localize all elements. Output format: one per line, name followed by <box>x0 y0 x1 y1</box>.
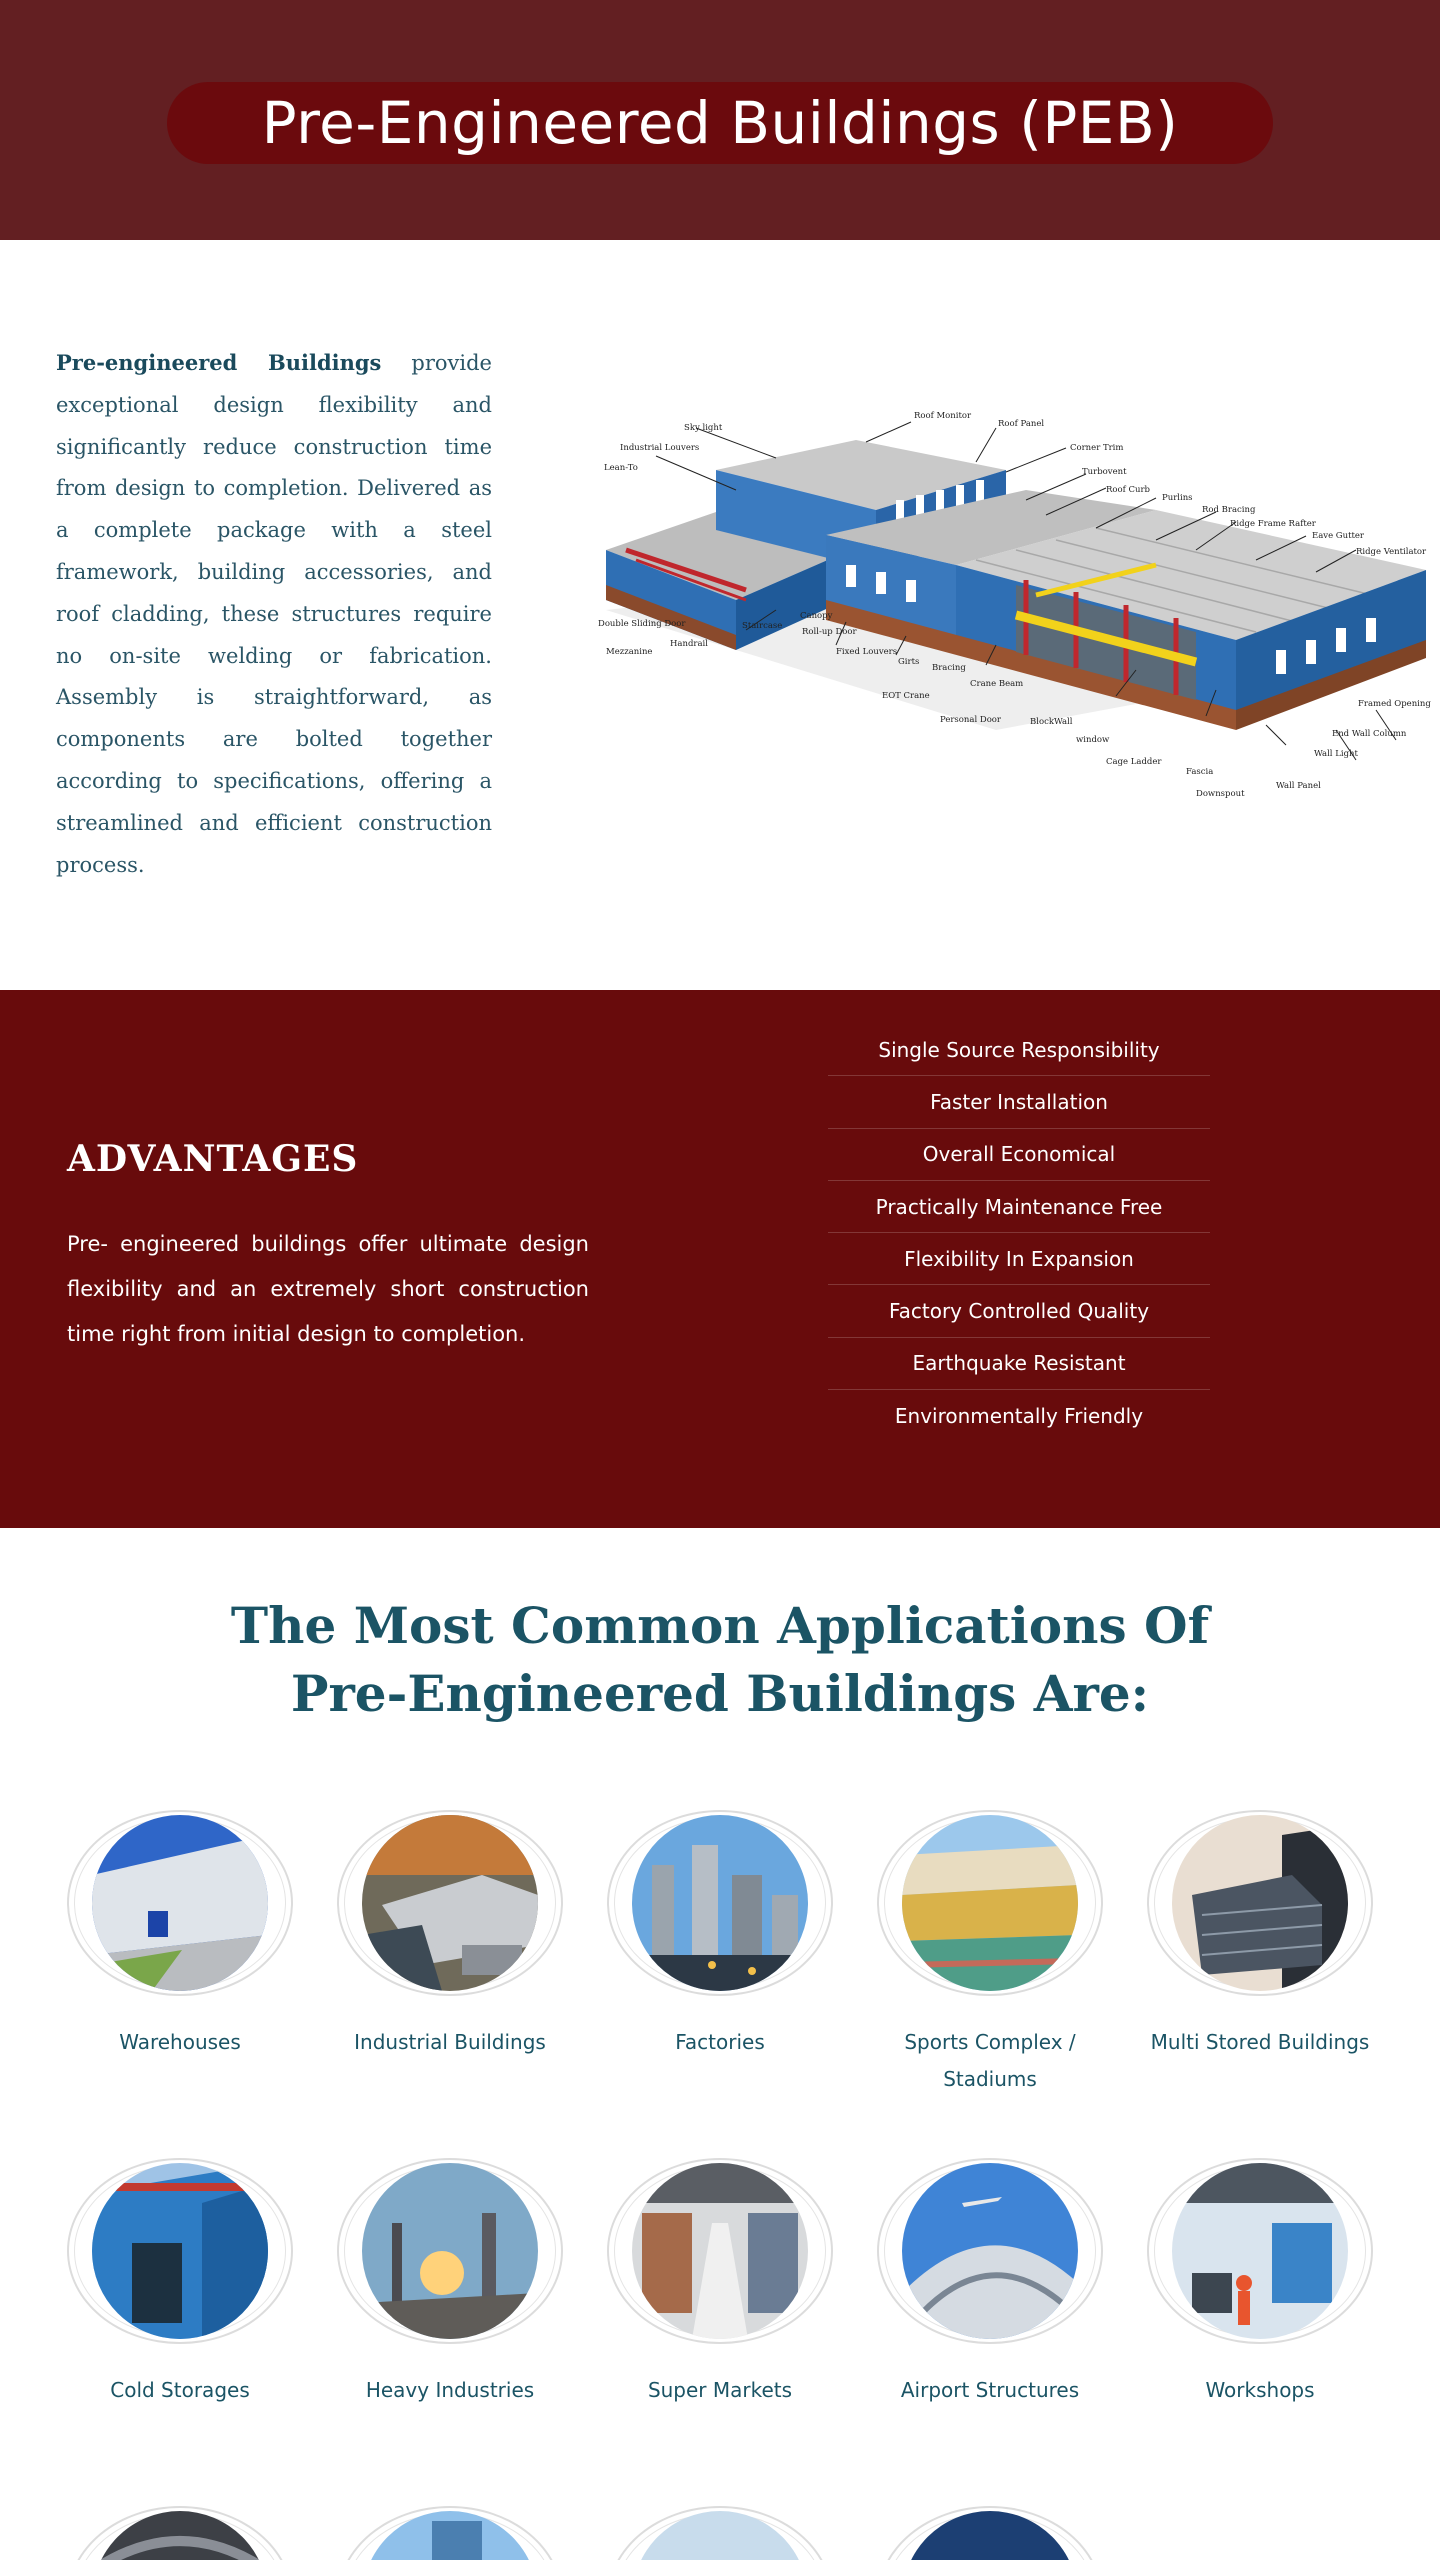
diagram-label: Staircase <box>742 621 783 631</box>
applications-heading-line2: Pre-Engineered Buildings Are: <box>290 1664 1150 1723</box>
diagram-label: Sky light <box>684 423 723 433</box>
application-card-airport-structures[interactable] <box>860 2158 1120 2409</box>
application-card-multi-stored-buildings[interactable] <box>1130 1810 1390 2061</box>
diagram-label: Framed Opening <box>1358 699 1431 709</box>
applications-heading-line1: The Most Common Applications Of <box>230 1596 1210 1655</box>
application-image-frame <box>877 1810 1103 1996</box>
factories-photo <box>632 1815 808 1991</box>
application-label: Sports Complex / Stadiums <box>904 2030 1076 2091</box>
diagram-label: End Wall Column <box>1332 729 1407 739</box>
application-image-frame <box>67 2158 293 2344</box>
application-image-frame <box>877 2158 1103 2344</box>
diagram-label: BlockWall <box>1030 717 1073 727</box>
advantage-item: Faster Installation <box>828 1076 1210 1128</box>
intro-paragraph <box>56 342 492 886</box>
partial-photo <box>362 2511 538 2560</box>
application-image-frame <box>67 1810 293 1996</box>
diagram-label: Ridge Ventilator <box>1356 547 1427 557</box>
advantage-item: Single Source Responsibility <box>828 1024 1210 1076</box>
application-image-frame <box>337 2158 563 2344</box>
diagram-label: Corner Trim <box>1070 443 1124 453</box>
diagram-label: Fixed Louvers <box>836 647 898 657</box>
application-card-sports-complex[interactable] <box>860 1810 1120 2098</box>
diagram-label: Industrial Louvers <box>620 443 700 453</box>
diagram-label: Eave Gutter <box>1312 531 1364 541</box>
application-card-partial[interactable] <box>590 2506 850 2560</box>
diagram-label: Cage Ladder <box>1106 757 1162 767</box>
advantage-item: Earthquake Resistant <box>828 1338 1210 1390</box>
intro-lead: Pre-engineered Buildings <box>56 350 382 375</box>
warehouse-photo <box>92 1815 268 1991</box>
application-label: Workshops <box>1205 2378 1315 2402</box>
diagram-label: Personal Door <box>940 715 1001 725</box>
diagram-label: Double Sliding Door <box>598 619 686 629</box>
diagram-label: Fascia <box>1186 767 1214 777</box>
application-card-partial[interactable] <box>320 2506 580 2560</box>
partial-photo <box>902 2511 1078 2560</box>
application-image-frame <box>1147 2158 1373 2344</box>
advantage-item: Flexibility In Expansion <box>828 1233 1210 1285</box>
application-label: Super Markets <box>647 2378 793 2402</box>
application-image-frame <box>337 1810 563 1996</box>
cold-storage-photo <box>92 2163 268 2339</box>
application-card-warehouses[interactable] <box>50 1810 310 2061</box>
diagram-label: Roof Curb <box>1106 485 1150 495</box>
application-label: Factories <box>675 2030 765 2054</box>
diagram-label: Purlins <box>1162 493 1193 503</box>
application-image-frame <box>1147 1810 1373 1996</box>
diagram-label: Wall Panel <box>1276 781 1321 791</box>
advantage-item: Overall Economical <box>828 1129 1210 1181</box>
intro-body: provide exceptional design flexibility and significantly reduce construction time from design to completion. Delivered as a complete package with a steel framework, building accessories, and roof cladding, these structures require no on-site welding or fabrication. Assembly is straightforward, as components are bolted together according to specifications, offering a streamlined and efficient construction process. <box>56 351 492 877</box>
peb-components-diagram <box>596 400 1432 806</box>
workshops-photo <box>1172 2163 1348 2339</box>
diagram-label: Turbovent <box>1082 467 1127 477</box>
application-image-frame <box>877 2506 1103 2560</box>
applications-heading <box>0 1592 1440 1728</box>
application-image-frame <box>607 1810 833 1996</box>
heavy-industries-photo <box>362 2163 538 2339</box>
stadium-photo <box>902 1815 1078 1991</box>
diagram-label: Handrail <box>670 639 708 649</box>
diagram-label: Lean-To <box>604 463 638 473</box>
hero-title-pill <box>167 82 1273 164</box>
peb-building-illustration <box>596 400 1432 806</box>
hero-banner <box>0 0 1440 240</box>
application-image-frame <box>67 2506 293 2560</box>
partial-photo <box>92 2511 268 2560</box>
application-card-industrial-buildings[interactable] <box>320 1810 580 2061</box>
application-image-frame <box>607 2158 833 2344</box>
application-card-partial[interactable] <box>50 2506 310 2560</box>
application-image-frame <box>337 2506 563 2560</box>
advantage-item: Factory Controlled Quality <box>828 1285 1210 1337</box>
diagram-label: Roof Panel <box>998 419 1045 429</box>
application-label: Industrial Buildings <box>354 2030 546 2054</box>
application-label: Heavy Industries <box>365 2378 535 2402</box>
application-label: Cold Storages <box>110 2378 250 2402</box>
application-card-factories[interactable] <box>590 1810 850 2061</box>
diagram-label: Mezzanine <box>606 647 653 657</box>
application-card-cold-storages[interactable] <box>50 2158 310 2409</box>
diagram-label: Bracing <box>932 663 966 673</box>
application-label: Warehouses <box>119 2030 241 2054</box>
application-card-partial[interactable] <box>860 2506 1120 2560</box>
advantages-list <box>828 1024 1210 1442</box>
diagram-label: Downspout <box>1196 789 1245 799</box>
advantage-item: Practically Maintenance Free <box>828 1181 1210 1233</box>
diagram-label: Rod Bracing <box>1202 505 1256 515</box>
diagram-label: Ridge Frame Rafter <box>1230 519 1316 529</box>
advantages-description: Pre- engineered buildings offer ultimate design flexibility and an extremely short construction time right from initial design to completion. <box>67 1232 589 1346</box>
super-markets-photo <box>632 2163 808 2339</box>
diagram-label: Crane Beam <box>970 679 1024 689</box>
multi-stored-buildings-photo <box>1172 1815 1348 1991</box>
diagram-label: window <box>1076 735 1110 745</box>
application-image-frame <box>607 2506 833 2560</box>
page-title: Pre-Engineered Buildings (PEB) <box>261 89 1179 157</box>
application-card-heavy-industries[interactable] <box>320 2158 580 2409</box>
diagram-label: Canopy <box>800 611 833 621</box>
diagram-label: Wall Light <box>1314 749 1358 759</box>
advantage-item: Environmentally Friendly <box>894 1404 1144 1429</box>
application-card-super-markets[interactable] <box>590 2158 850 2409</box>
diagram-label: Roof Monitor <box>914 411 972 421</box>
diagram-label: Girts <box>898 657 920 667</box>
advantages-title: ADVANTAGES <box>67 1138 359 1180</box>
airport-structures-photo <box>902 2163 1078 2339</box>
diagram-label: EOT Crane <box>882 691 930 701</box>
application-label: Airport Structures <box>900 2378 1080 2402</box>
diagram-label: Roll-up Door <box>802 627 857 637</box>
application-label: Multi Stored Buildings <box>1150 2030 1370 2054</box>
advantages-section <box>0 990 1440 1528</box>
industrial-buildings-photo <box>362 1815 538 1991</box>
application-card-workshops[interactable] <box>1130 2158 1390 2409</box>
partial-photo <box>632 2511 808 2560</box>
